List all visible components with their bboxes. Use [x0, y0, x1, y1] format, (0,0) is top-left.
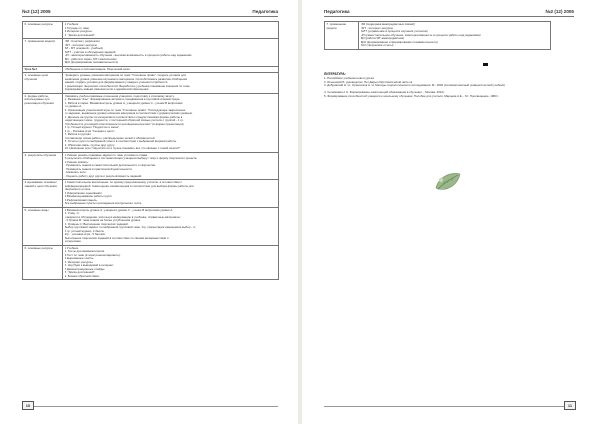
content-line: 7.Демонстрационные слайды. — [64, 267, 106, 271]
content-line: ДО - работа в парах, МТ-тематические — [64, 57, 117, 61]
content-line: 4.вырезанные тексты. — [64, 257, 95, 260]
stage-cell: 4.оценивание основных знаний и цели обучения — [23, 180, 63, 208]
content-line: выявления уровня усвоения изучаемого материала. Способствовать развитию обобщения — [64, 77, 187, 81]
content-line: знаний, создать условия для формирования у каждого ученика потребности — [64, 81, 168, 84]
literature-item: 5. Формирование способностей учащихся к школьному обучению: Пособие для учителя. Марцева А.Е. - М.: Просвещение, 1983 г. — [324, 93, 499, 98]
stage-cell: 7. применение модели — [23, 39, 63, 67]
right-page — [302, 0, 600, 424]
content-line: 9. Обратная связь: группы друг другу. — [64, 143, 115, 147]
content-line: 1.Учебник. — [64, 23, 79, 26]
content-line: 2 гр. Устный журнал "Подросток и закон", — [64, 126, 121, 129]
content-line: Составление плана работы, распределение ролей и обязанностей. — [64, 136, 156, 140]
content-line: интересами. — [64, 240, 82, 243]
content-line: БЛ - МТ основной - учебный, — [64, 47, 104, 50]
content-cell — [63, 245, 279, 280]
left-page-header — [22, 9, 278, 18]
lesson-plan-table-continued — [324, 21, 551, 50]
content-line: Проверить уровень усвоения материала по теме "Уголовное право". Создать условия для — [64, 74, 186, 77]
content-line: Развивать учебно-правовые отношения учащихся, подготовку к итоговому зачету. — [64, 94, 175, 98]
content-cell — [63, 207, 279, 245]
content-line: 2. Тесты для взаимоконтроля. — [64, 250, 105, 253]
content-line: - Оценить работу друг друга и результативность заданий. — [64, 174, 142, 178]
content-line: 2. Учащ. С: — [64, 212, 80, 215]
content-line: 9. Бланки обратной связи. — [64, 274, 100, 278]
content-line: ДкО (формирование и формирование познавательности) — [360, 40, 438, 44]
literature-item: 1. Российские учебники нового урока — [324, 76, 374, 80]
table-row — [23, 93, 279, 152]
stage-cell: 3. результаты обучения — [23, 152, 63, 180]
content-line: 8. Отчеты групп по выбранной теме и в соответствии с выбранной формой работы. — [64, 140, 178, 143]
table-row — [23, 22, 279, 39]
content-line: 8. "Доска достижений". — [64, 271, 96, 274]
content-line: 5. "Доска достижений". — [64, 33, 96, 37]
content-line: 2.Умение сказать: — [64, 160, 89, 164]
content-line: 1.Учебник. — [64, 246, 79, 250]
content-line: творческого отчета. — [64, 188, 91, 191]
content-line: нарастающем темпе, трудности, с постоянной обратной связью учителя с группой - 1 гр. — [64, 119, 184, 122]
content-line: 10. Написание эссе "Научился ли я лучше понимать все что связано с темой зачета?" — [64, 147, 181, 150]
stage-cell: 7. применение модели — [325, 22, 359, 50]
content-line: ДО (работа МТ-межпредметная) — [360, 37, 405, 40]
content-cell — [63, 152, 279, 180]
content-line: НП - заинтересованность обучения - высокая возможность в процессе работы над заданиями — [64, 54, 192, 57]
content-line: 1. Разминка "Азы". Формирование активного продвижения в шутливой игровой среде. — [64, 98, 181, 101]
table-row — [23, 245, 279, 280]
journal-name: Педагогика — [324, 9, 350, 14]
content-line: В результате обобщения и систематизации учащиеся выберут тему и форму творческого проекта. — [64, 157, 198, 160]
literature-item: 3. Добровский Н. Н., Кузнечиков А. Н. Методы социологического исследования. М.: 2004 (Антикомплексный университетский учебник) — [324, 83, 505, 88]
section-marker — [483, 63, 488, 66]
content-line: ДкО (формирование познавательности) — [64, 61, 119, 64]
content-cell — [63, 93, 279, 152]
content-line: 4. Уровень С: Выполнение творческих заданий. — [64, 222, 129, 226]
literature-item: 2. Ильинский Б. руководство. Пет.Дарья.//tips://www.edual.ua/ru.ok — [324, 79, 413, 84]
content-line: ИМ - Конспект, рефлексия — [64, 40, 100, 43]
content-cell — [359, 22, 551, 50]
table-row — [23, 152, 279, 180]
content-line: ТкЛТ (управление в процессе изучения учителем) — [360, 30, 428, 33]
content-cell — [63, 22, 279, 39]
content-line: 2.Тетрадь по теме. — [64, 26, 90, 30]
content-line: - 3 Уровня В: тема знания на более углубленном уровне — [64, 219, 141, 222]
stage-cell: 6. основные ресурсы — [23, 22, 63, 39]
literature-item: 4. Селевкова Н. А. Формирование компетенций образования в обучении. - Москва, 2012г. — [324, 90, 445, 95]
stage-cell: 6. основные ресурсы — [23, 245, 63, 280]
content-line: 1.Взаимоконтроль уровня А, учащиеся уровня С - ученик В вопросами уровня А. — [64, 208, 174, 212]
content-line: 3гр. - ролевая игра - 5 баллов. — [64, 233, 106, 236]
page-number: 11 — [564, 401, 576, 410]
journal-name: Педагогика — [252, 9, 278, 14]
content-line: ИМ (поддержка межпредметных связей) — [360, 23, 415, 26]
content-line: 3 гр. - Ролевая игра "Сыщики и дело", — [64, 129, 116, 133]
page-number: 10 — [22, 401, 34, 410]
content-line: 2. Работа в парах. Взаимоконтроль уровня А, учащиеся уровня С - ученик В вопросами — [64, 101, 183, 105]
left-page — [0, 0, 298, 424]
content-line: учащиеся в обсуждении, используя информацию в учебнике, справочные материалы: — [64, 215, 181, 219]
content-line: Обобщение и систематизация. Творческий зачет. — [64, 67, 131, 71]
content-line: ТкЛТ - участие в обсуждении заданий — [64, 50, 116, 54]
content-cell — [63, 73, 279, 94]
stage-cell: 1. основные цели обучения — [23, 73, 63, 94]
issue-number: №2 (12) 2005 — [22, 9, 51, 14]
content-line: 6. Ноутбуки к выводимой в интернет. — [64, 264, 114, 267]
content-line: 5. Интернет-ресурсы. — [64, 260, 94, 264]
content-line: 1.Самостоятельное выполнение: по одному предложенному учителю, в соответствии с — [64, 181, 182, 184]
content-line: ИКТ - интернет-ресурсы — [64, 43, 97, 47]
lesson-plan-table — [22, 21, 279, 280]
stage-cell: Урок №4 — [23, 66, 63, 73]
content-line: "Особенности уголовной ответственности несовершеннолетних" (в форме презентации), — [64, 122, 185, 126]
leaf-ornament-icon — [433, 170, 463, 194]
content-cell — [63, 39, 279, 67]
content-line: 3.Тест по теме (в электронном варианте). — [64, 253, 121, 257]
content-line: формировать навыки самоконтроля и адекватной самооценки — [64, 88, 149, 91]
content-line: по заданию, выявление уровня освоения материала в соответствии с дидактическим уровнем. — [64, 112, 193, 115]
content-line: 5.Рефлексивная панель. — [64, 198, 98, 202]
content-line: Выбор групповой задачи: по выбранной групповой теме. 1гр. презентация имеющаяся-выбор - 4, — [64, 226, 196, 229]
table-row — [23, 39, 279, 67]
content-line: 2.Оформление оценивания. — [64, 191, 103, 195]
content-line: 4. Деление на группы по интересам в соответствии с предпочтениями формы работы в — [64, 115, 183, 119]
table-row — [23, 207, 279, 245]
content-line: по уровню А. — [64, 105, 82, 108]
content-line: Все выбранные пункты прохождения контрольного теста. — [64, 202, 142, 205]
content-line: 7. Работа в группах. — [64, 133, 92, 136]
table-row — [23, 180, 279, 208]
content-line: дифференциацией. Самооценка, взаимооценка в соответствии для выбора формы работы для — [64, 184, 194, 188]
content-line: 2 гр. устный журнал, 4 балла, — [64, 229, 105, 233]
literature-title: ЛИТЕРАТУРА: — [324, 72, 346, 76]
content-line: - Применять знания в самостоятельной деятельности и творчестве. — [64, 164, 157, 167]
content-line: - Написать эссе. — [64, 171, 87, 174]
table-row — [325, 22, 551, 50]
content-line: 3.Интернет-ресурсы. — [64, 30, 93, 33]
stage-cell: 2. формы работы, используемые при реализации обучения — [23, 93, 63, 152]
content-line: Выполнение творческих заданий в соответствии со своими возможностями и — [64, 236, 169, 240]
right-page-header — [324, 9, 574, 18]
content-cell — [63, 180, 279, 208]
content-line: 1.Умение решать правовые задачи по теме уголовного права. — [64, 153, 148, 157]
content-line: 3.Взаимооценивание работы групп. — [64, 195, 113, 198]
content-line: - Применять знания в практической деятельности. — [64, 167, 133, 171]
content-line: в реализации творческих способностей. Выработать у ребенка понимание значения по теме, — [64, 84, 191, 88]
issue-number: №2 (12) 2005 — [545, 9, 574, 14]
content-line: ТкО (творческие отчеты) — [360, 44, 394, 47]
content-line: 3. Организация ученической игры по теме "Уголовное право". Последующее закрепление — [64, 108, 186, 112]
stage-cell: 5. основные виды — [23, 207, 63, 245]
content-line: ИКТ - интернет-ресурсы — [360, 26, 393, 30]
content-line: НП (самостоятельное обучение, заинтересованность в процессе работы над заданиями) — [360, 33, 481, 37]
table-row — [23, 73, 279, 94]
